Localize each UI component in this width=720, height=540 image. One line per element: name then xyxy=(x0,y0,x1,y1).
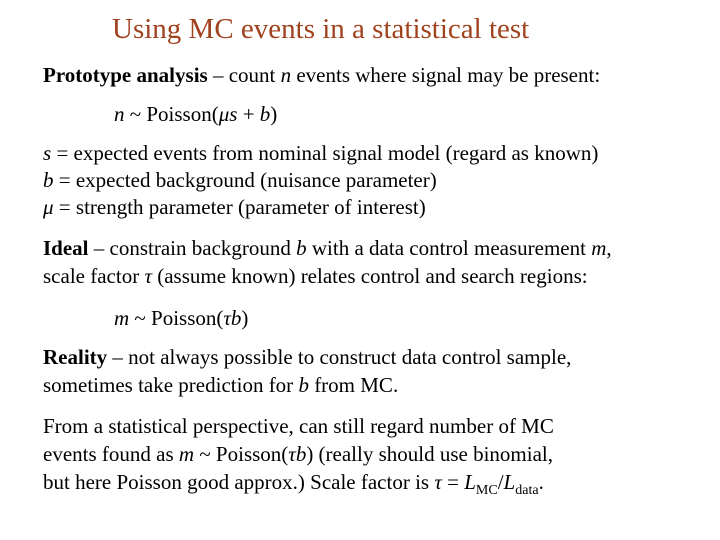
equation-text: ~ Poisson( xyxy=(124,102,219,126)
ideal-heading: Ideal xyxy=(43,236,89,260)
stat-text: / xyxy=(497,470,504,494)
symbol-l: L xyxy=(464,470,476,494)
symbol-b: b xyxy=(295,442,307,466)
symbol-tau: τ xyxy=(434,470,442,494)
symbol-mu: μ xyxy=(218,102,230,126)
reality-heading: Reality xyxy=(43,345,108,369)
definition-b xyxy=(43,167,437,193)
ideal-line-1 xyxy=(43,235,612,261)
symbol-b: b xyxy=(259,102,271,126)
stat-line-1: From a statistical perspective, can still regard number of MC xyxy=(43,414,554,438)
definition-text: = expected background (nuisance parameter) xyxy=(53,168,437,192)
ideal-line-2 xyxy=(43,263,588,289)
equation-text: ) xyxy=(241,306,249,330)
prototype-line xyxy=(43,62,600,88)
ideal-text: (assume known) relates control and search regions: xyxy=(151,264,588,288)
symbol-n: n xyxy=(114,102,125,126)
prototype-text: events where signal may be present: xyxy=(291,63,601,87)
stat-text: = xyxy=(441,470,465,494)
symbol-b: b xyxy=(298,373,309,397)
definition-text: = expected events from nominal signal model (regard as known) xyxy=(51,141,599,165)
symbol-l: L xyxy=(503,470,516,494)
reality-line-1 xyxy=(43,344,571,370)
symbol-s: s xyxy=(43,141,52,165)
stat-text: but here Poisson good approx.) Scale factor is xyxy=(43,470,435,494)
equation-n-poisson xyxy=(114,101,277,127)
stat-line-2 xyxy=(43,441,553,467)
symbol-tau: τ xyxy=(288,442,296,466)
stat-text: . xyxy=(538,470,544,494)
symbol-m: m xyxy=(591,236,607,260)
ideal-text: – constrain background xyxy=(88,236,297,260)
equation-m-poisson xyxy=(114,305,248,331)
stat-text: events found as xyxy=(43,442,179,466)
equation-text: ) xyxy=(270,102,278,126)
ideal-text: scale factor xyxy=(43,264,145,288)
slide-title: Using MC events in a statistical test xyxy=(112,13,530,45)
stat-text: ) (really should use binomial, xyxy=(306,442,554,466)
reality-text: sometimes take prediction for xyxy=(43,373,299,397)
ideal-text: with a data control measurement xyxy=(306,236,592,260)
symbol-m: m xyxy=(178,442,195,466)
prototype-heading: Prototype analysis xyxy=(43,63,208,87)
reality-text: from MC. xyxy=(308,373,399,397)
symbol-s: s xyxy=(229,102,238,126)
definition-mu xyxy=(43,194,426,220)
symbol-b: b xyxy=(43,168,54,192)
definition-text: = strength parameter (parameter of interest) xyxy=(53,195,426,219)
symbol-tau: τ xyxy=(223,306,231,330)
reality-line-2 xyxy=(43,372,398,398)
equation-text: ~ Poisson( xyxy=(129,306,224,330)
definition-s xyxy=(43,140,598,166)
symbol-n: n xyxy=(280,63,292,87)
symbol-mu: μ xyxy=(43,195,54,219)
stat-text: ~ Poisson( xyxy=(194,442,289,466)
stat-line-3 xyxy=(43,469,544,498)
symbol-b: b xyxy=(230,306,242,330)
symbol-m: m xyxy=(114,306,130,330)
reality-text: – not always possible to construct data control sample, xyxy=(107,345,572,369)
subscript-mc: MC xyxy=(475,483,498,498)
prototype-text: – count xyxy=(207,63,281,87)
ideal-text: , xyxy=(606,236,612,260)
symbol-b: b xyxy=(296,236,307,260)
subscript-data: data xyxy=(515,483,539,498)
symbol-tau: τ xyxy=(144,264,152,288)
equation-text: + xyxy=(237,102,260,126)
